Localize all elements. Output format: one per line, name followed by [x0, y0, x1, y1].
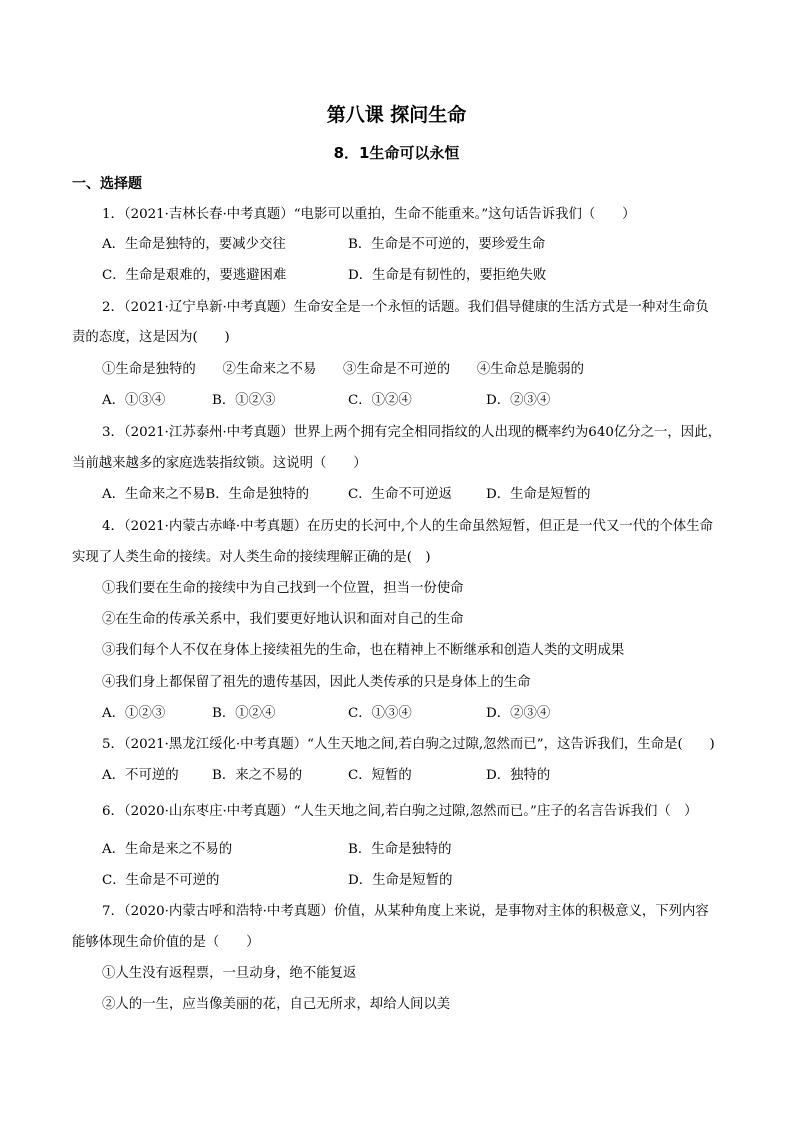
question-4-option-a: A．①②③ [102, 706, 166, 721]
question-3-stem-line-2: 当前越来越多的家庭选装指纹锁。这说明（ ） [72, 456, 367, 471]
page-title: 第八课 探问生命 [326, 104, 467, 126]
question-7-stem-line-1: 7．（2020·内蒙古呼和浩特·中考真题）价值，从某种角度上来说，是事物对主体的积极意义，下列内容 [102, 904, 709, 919]
question-7-statement-2: ②人的一生，应当像美丽的花，自己无所求，却给人间以美 [102, 997, 451, 1012]
lesson-subtitle: 8．1生命可以永恒 [333, 144, 460, 162]
question-3-option-ab: A．生命来之不易B．生命是独特的 [102, 487, 309, 502]
question-1-stem: 1．（2021·吉林长春·中考真题）“电影可以重拍，生命不能重来。”这句话告诉我们（ ） [102, 207, 636, 222]
question-6-option-b: B．生命是独特的 [348, 842, 452, 857]
question-2-stem-line-2: 责的态度，这是因为( ) [72, 330, 230, 345]
question-4-option-b: B．①②④ [212, 706, 276, 721]
question-7-stem-line-2: 能够体现生命价值的是（ ） [72, 935, 260, 950]
question-5-option-c: C．短暂的 [348, 768, 412, 783]
question-1-option-a: A．生命是独特的，要减少交往 [102, 237, 286, 252]
question-2-stem-line-1: 2．（2021·辽宁阜新·中考真题）生命安全是一个永恒的话题。我们倡导健康的生活方式是一种对生命负 [102, 300, 709, 315]
question-1-option-b: B．生命是不可逆的，要珍爱生命 [348, 237, 546, 252]
question-6-option-d: D．生命是短暂的 [348, 873, 453, 888]
question-4-option-d: D．②③④ [486, 706, 551, 721]
question-4-statement-2: ②在生命的传承关系中，我们要更好地认识和面对自己的生命 [102, 612, 464, 627]
question-2-statements: ①生命是独特的 ②生命来之不易 ③生命是不可逆的 ④生命总是脆弱的 [102, 362, 585, 377]
question-6-option-a: A．生命是来之不易的 [102, 842, 233, 857]
question-1-option-d: D．生命是有韧性的，要拒绝失败 [348, 268, 547, 283]
question-4-statement-1: ①我们要在生命的接续中为自己找到一个位置，担当一份使命 [102, 581, 464, 596]
question-3-option-d: D．生命是短暂的 [486, 487, 591, 502]
question-1-option-c: C．生命是艰难的，要逃避困难 [102, 268, 287, 283]
question-5-option-d: D．独特的 [486, 768, 551, 783]
question-4-statement-4: ④我们身上都保留了祖先的遗传基因，因此人类传承的只是身体上的生命 [102, 675, 531, 690]
question-6-option-c: C．生命是不可逆的 [102, 873, 220, 888]
question-6-stem: 6．（2020·山东枣庄·中考真题）“人生天地之间,若白驹之过隙,忽然而已。”庄子的名言告诉我们（ ） [102, 804, 698, 819]
question-5-option-a: A．不可逆的 [102, 768, 179, 783]
question-2-option-d: D．②③④ [486, 393, 551, 408]
question-3-option-c: C．生命不可逆返 [348, 487, 452, 502]
question-4-stem-line-2: 实现了人类生命的接续。对人类生命的接续理解正确的是( ) [72, 550, 431, 565]
question-7-statement-1: ①人生没有返程票，一旦动身，绝不能复返 [102, 966, 357, 981]
question-5-stem: 5．（2021·黑龙江绥化·中考真题）“人生天地之间,若白驹之过隙,忽然而已”，这告诉我们，生命是( ) [102, 737, 715, 752]
question-4-statement-3: ③我们每个人不仅在身体上接续祖先的生命，也在精神上不断继承和创造人类的文明成果 [102, 643, 625, 658]
section-heading: 一、选择题 [72, 176, 142, 192]
question-5-option-b: B．来之不易的 [212, 768, 303, 783]
question-4-stem-line-1: 4．（2021·内蒙古赤峰·中考真题）在历史的长河中,个人的生命虽然短暂，但正是一代又一代的个体生命 [102, 519, 714, 534]
question-2-option-a: A．①③④ [102, 393, 166, 408]
question-2-option-b: B．①②③ [212, 393, 276, 408]
question-3-stem-line-1: 3．（2021·江苏泰州·中考真题）世界上两个拥有完全相同指纹的人出现的概率约为640亿分之一，因此， [102, 425, 721, 440]
question-2-option-c: C．①②④ [348, 393, 412, 408]
question-4-option-c: C．①③④ [348, 706, 412, 721]
